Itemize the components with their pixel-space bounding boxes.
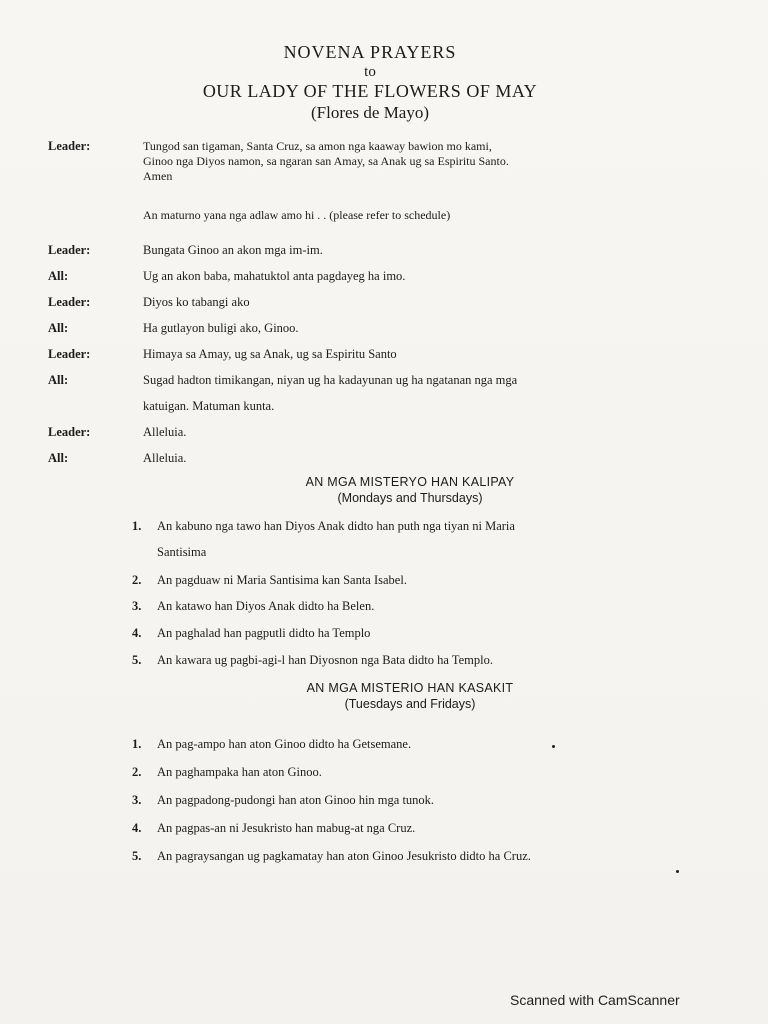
mystery-text: An pagduaw ni Maria Santisima kan Santa Isabel.: [157, 573, 407, 587]
mystery-text: An pag-ampo han aton Ginoo didto ha Getsemane.: [157, 737, 412, 751]
intro-prayer: [143, 139, 683, 184]
mystery-text: An katawo han Diyos Anak didto ha Belen.: [157, 599, 375, 613]
mystery-text: An kabuno nga tawo han Diyos Anak didto han puth nga tiyan ni Maria: [157, 519, 515, 533]
response-label: Leader:: [48, 295, 91, 309]
response-text: Sugad hadton timikangan, niyan ug ha kadayunan ug ha ngatanan nga mga: [143, 373, 518, 387]
section-title: AN MGA MISTERYO HAN KALIPAY: [305, 475, 515, 489]
section-days: (Mondays and Thursdays): [337, 491, 483, 505]
response-text: Alleluia.: [143, 425, 187, 439]
mystery-text-continuation: Santisima: [157, 545, 207, 559]
mystery-number: 3.: [132, 793, 142, 807]
page-title: NOVENA PRAYERS: [283, 42, 457, 62]
mystery-number: 4.: [132, 626, 142, 640]
mystery-text: An pagpadong-pudongi han aton Ginoo hin mga tunok.: [157, 793, 435, 807]
response-text: Alleluia.: [143, 451, 187, 465]
section-title: AN MGA MISTERIO HAN KASAKIT: [306, 681, 514, 695]
mystery-number: 1.: [132, 519, 142, 533]
response-text: Ug an akon baba, mahatuktol anta pagdayeg ha imo.: [143, 269, 406, 283]
scan-speck: [552, 745, 555, 748]
response-label: Leader:: [48, 243, 91, 257]
intro-line-1: Tungod san tigaman, Santa Cruz, sa amon nga kaaway bawion mo kami,: [143, 139, 492, 153]
intro-line-2: Ginoo nga Diyos namon, sa ngaran san Amay, sa Anak ug sa Espiritu Santo.: [143, 154, 509, 168]
response-label: Leader:: [48, 347, 91, 361]
section-days: (Tuesdays and Fridays): [344, 697, 476, 711]
response-label: All:: [48, 451, 69, 465]
mystery-number: 5.: [132, 849, 142, 863]
title-to: to: [364, 64, 376, 80]
mystery-number: 3.: [132, 599, 142, 613]
mystery-number: 5.: [132, 653, 142, 667]
page-subtitle: OUR LADY OF THE FLOWERS OF MAY: [202, 81, 538, 101]
intro-label: Leader:: [48, 139, 91, 153]
response-label: Leader:: [48, 425, 91, 439]
mystery-text: An paghalad han pagputli didto ha Templo: [157, 626, 371, 640]
response-text: Himaya sa Amay, ug sa Anak, ug sa Espiritu Santo: [143, 347, 397, 361]
mystery-number: 2.: [132, 573, 142, 587]
schedule-note: An maturno yana nga adlaw amo hi . . (please refer to schedule): [143, 208, 451, 222]
mystery-text: An pagpas-an ni Jesukristo han mabug-at nga Cruz.: [157, 821, 416, 835]
page-subtitle-2: (Flores de Mayo): [310, 103, 430, 122]
response-text: Diyos ko tabangi ako: [143, 295, 250, 309]
response-label: All:: [48, 373, 69, 387]
response-text: katuigan. Matuman kunta.: [143, 399, 275, 413]
scan-speck: [676, 870, 679, 873]
joyful-mysteries-heading: [150, 474, 670, 506]
mystery-number: 1.: [132, 737, 142, 751]
response-text: Bungata Ginoo an akon mga im-im.: [143, 243, 323, 257]
sorrowful-mysteries-heading: [150, 680, 670, 712]
camscanner-watermark: Scanned with CamScanner: [510, 992, 680, 1008]
mystery-number: 2.: [132, 765, 142, 779]
mystery-text: An kawara ug pagbi-agi-l han Diyosnon nga Bata didto ha Templo.: [157, 653, 493, 667]
response-text: Ha gutlayon buligi ako, Ginoo.: [143, 321, 299, 335]
mystery-text: An pagraysangan ug pagkamatay han aton Ginoo Jesukristo didto ha Cruz.: [157, 849, 531, 863]
mystery-number: 4.: [132, 821, 142, 835]
title-block: [0, 40, 730, 124]
intro-line-3: Amen: [143, 169, 173, 183]
mystery-text: An paghampaka han aton Ginoo.: [157, 765, 322, 779]
response-label: All:: [48, 269, 69, 283]
response-label: All:: [48, 321, 69, 335]
